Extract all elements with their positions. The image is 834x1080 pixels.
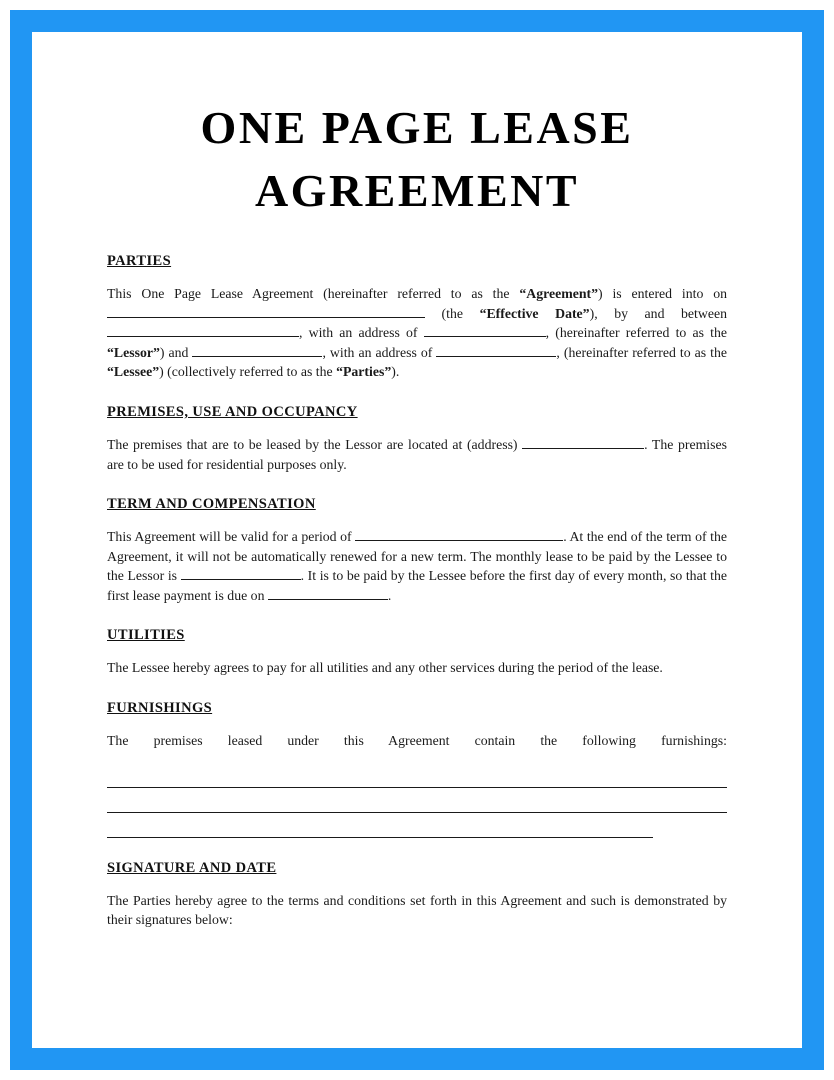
bold-text-run: “Effective Date” — [479, 305, 590, 321]
write-in-line[interactable] — [107, 763, 727, 788]
section-heading-signature: SIGNATURE AND DATE — [107, 859, 277, 876]
write-in-line[interactable] — [107, 788, 727, 813]
page-frame — [10, 10, 824, 1070]
fill-in-blank[interactable] — [522, 436, 644, 449]
text-run: The Lessee hereby agrees to pay for all utilities and any other services during the period of the lease. — [107, 660, 663, 676]
paragraph-furnishings — [107, 731, 727, 751]
bold-text-run: “Lessee” — [107, 364, 160, 380]
section-heading-premises: PREMISES, USE AND OCCUPANCY — [107, 403, 358, 420]
write-in-line[interactable] — [107, 813, 653, 838]
bold-text-run: “Lessor” — [107, 344, 160, 360]
fill-in-blank[interactable] — [107, 305, 425, 318]
fill-in-blank[interactable] — [355, 528, 563, 541]
section-parties — [107, 253, 727, 382]
text-run: ) is entered into on — [598, 285, 727, 301]
section-heading-furnishings: FURNISHINGS — [107, 700, 213, 717]
fill-in-blank[interactable] — [424, 324, 546, 337]
section-term — [107, 496, 727, 605]
text-run: . — [387, 587, 392, 603]
bold-text-run: “Parties” — [336, 364, 392, 380]
section-utilities — [107, 627, 727, 678]
section-heading-parties: PARTIES — [107, 252, 172, 269]
text-run: ), by and between — [589, 305, 727, 321]
fill-in-blank[interactable] — [436, 344, 556, 357]
paragraph-utilities — [107, 658, 727, 678]
paragraph-parties — [107, 284, 727, 382]
text-run: ) and — [159, 344, 193, 360]
text-run: This Agreement will be valid for a period of — [107, 529, 356, 545]
fill-in-blank[interactable] — [181, 567, 301, 580]
text-run: , (hereinafter referred to as the — [556, 344, 727, 360]
document-page — [32, 32, 802, 1048]
fill-in-blank[interactable] — [192, 344, 322, 357]
text-run: The Parties hereby agree to the terms and conditions set forth in this Agreement and such is demonstrated by their signatures below: — [107, 892, 727, 928]
document-title-line2: AGREEMENT — [254, 165, 580, 217]
section-premises — [107, 404, 727, 474]
paragraph-term — [107, 527, 727, 605]
text-run: ). — [391, 364, 400, 380]
paragraph-signature — [107, 891, 727, 930]
text-run: (the — [425, 305, 480, 321]
paragraph-premises — [107, 435, 727, 474]
section-heading-utilities: UTILITIES — [107, 627, 185, 644]
text-run: . It is to be paid by the Lessee before the first day of every month, so that the first lease payment is due on — [107, 568, 727, 603]
document-title-line1: ONE PAGE LEASE — [200, 102, 634, 153]
bold-text-run: “Agreement” — [519, 285, 599, 301]
section-heading-term: TERM AND COMPENSATION — [107, 496, 316, 513]
text-run: , (hereinafter referred to as the — [545, 325, 727, 341]
text-run: This One Page Lease Agreement (hereinafter referred to as the — [107, 285, 520, 301]
fill-in-blank[interactable] — [107, 324, 299, 337]
text-run: The premises leased under this Agreement contain the following furnishings: — [107, 733, 727, 749]
text-run: . The premises are to be used for residential purposes only. — [107, 436, 727, 472]
text-run: , with an address of — [299, 325, 424, 341]
furnishings-write-in-lines — [107, 763, 727, 838]
section-signature — [107, 860, 727, 930]
document-title — [107, 96, 727, 223]
section-furnishings — [107, 700, 727, 838]
text-run: , with an address of — [322, 344, 437, 360]
text-run: . At the end of the term of the Agreement, it will not be automatically renewed for a new term. The monthly lease to be paid by the Lessee to the Lessor is — [107, 529, 727, 584]
text-run: ) (collectively referred to as the — [159, 364, 337, 380]
fill-in-blank[interactable] — [268, 587, 388, 600]
text-run: The premises that are to be leased by the Lessor are located at (address) — [107, 436, 523, 452]
